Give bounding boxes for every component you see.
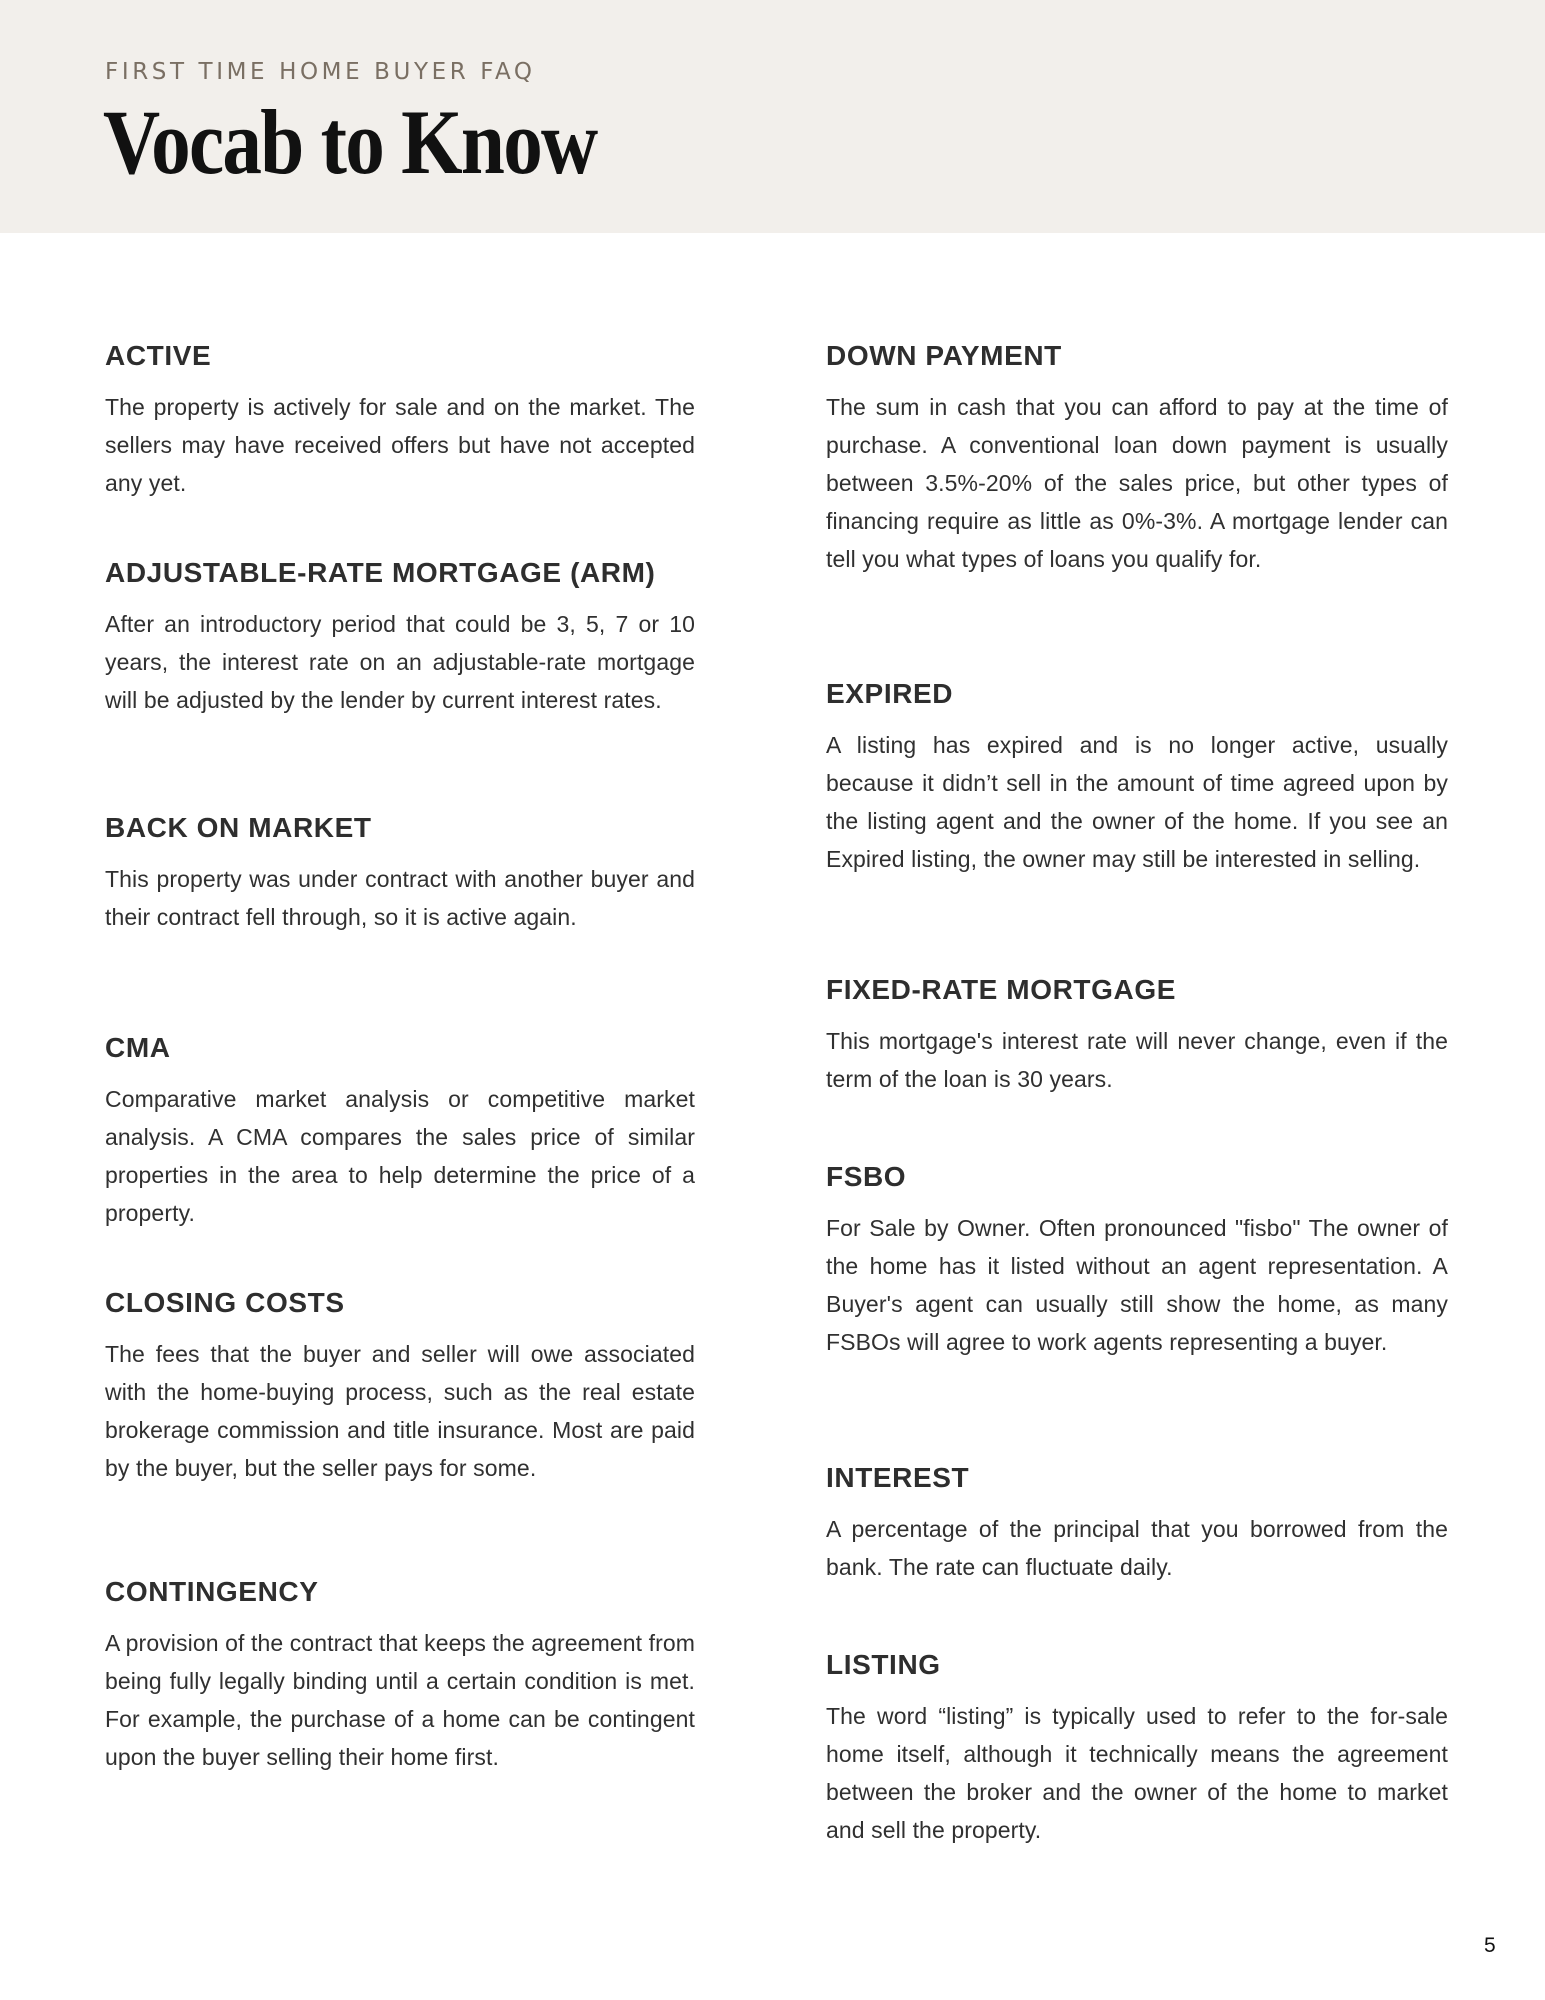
glossary-definition: A percentage of the principal that you borrowed from the bank. The rate can fluctuate daily. — [826, 1516, 1448, 1580]
glossary-entry-fsbo — [826, 1160, 1448, 1361]
glossary-entry-back-on-market — [105, 811, 695, 936]
glossary-term: DOWN PAYMENT — [826, 340, 1062, 371]
glossary-term: CLOSING COSTS — [105, 1287, 345, 1318]
glossary-entry-cma — [105, 1031, 695, 1232]
glossary-definition: The property is actively for sale and on the market. The sellers may have received offers but have not accepted any yet. — [105, 394, 695, 496]
glossary-definition: The sum in cash that you can afford to pay at the time of purchase. A conventional loan down payment is usually between 3.5%-20% of the sales price, but other types of financing require as little as 0%-3%. A mortgage lender can tell you what types of loans you qualify for. — [826, 394, 1448, 572]
glossary-term: FSBO — [826, 1161, 907, 1192]
glossary-entry-contingency — [105, 1575, 695, 1776]
glossary-entry-down-payment — [826, 339, 1448, 578]
glossary-term: INTEREST — [826, 1462, 970, 1493]
glossary-definition: This property was under contract with another buyer and their contract fell through, so it is active again. — [105, 866, 695, 930]
glossary-definition: After an introductory period that could be 3, 5, 7 or 10 years, the interest rate on an adjustable-rate mortgage will be adjusted by the lender by current interest rates. — [105, 611, 695, 713]
glossary-term: BACK ON MARKET — [105, 812, 372, 843]
glossary-definition: Comparative market analysis or competitive market analysis. A CMA compares the sales price of similar properties in the area to help determine the price of a property. — [105, 1086, 695, 1226]
glossary-entry-closing-costs — [105, 1286, 695, 1487]
glossary-definition: A listing has expired and is no longer active, usually because it didn’t sell in the amount of time agreed upon by the listing agent and the owner of the home. If you see an Expired listing, the owner may still be interested in selling. — [826, 732, 1448, 872]
glossary-term: ACTIVE — [105, 340, 212, 371]
page-title: Vocab to Know — [103, 91, 597, 193]
glossary-term: CMA — [105, 1032, 171, 1063]
page-header — [0, 0, 1545, 233]
page-number: 5 — [1484, 1934, 1496, 1957]
glossary-term: ADJUSTABLE-RATE MORTGAGE (ARM) — [105, 557, 656, 588]
header-kicker: FIRST TIME HOME BUYER FAQ — [105, 59, 536, 85]
glossary-entry-arm — [105, 556, 695, 719]
glossary-term: CONTINGENCY — [105, 1576, 319, 1607]
glossary-term: FIXED-RATE MORTGAGE — [826, 974, 1176, 1005]
glossary-term: LISTING — [826, 1649, 941, 1680]
glossary-definition: This mortgage's interest rate will never change, even if the term of the loan is 30 years. — [826, 1028, 1448, 1092]
glossary-definition: A provision of the contract that keeps the agreement from being fully legally binding until a certain condition is met. For example, the purchase of a home can be contingent upon the buyer selling their home first. — [105, 1630, 695, 1770]
glossary-definition: For Sale by Owner. Often pronounced "fisbo" The owner of the home has it listed without an agent representation. A Buyer's agent can usually still show the home, as many FSBOs will agree to work agents representing a buyer. — [826, 1215, 1448, 1355]
glossary-entry-interest — [826, 1461, 1448, 1586]
glossary-definition: The word “listing” is typically used to refer to the for-sale home itself, although it technically means the agreement between the broker and the owner of the home to market and sell the property. — [826, 1703, 1448, 1843]
glossary-term: EXPIRED — [826, 678, 954, 709]
glossary-entry-fixed-rate-mortgage — [826, 973, 1448, 1098]
glossary-entry-active — [105, 339, 695, 502]
glossary-entry-expired — [826, 677, 1448, 878]
glossary-entry-listing — [826, 1648, 1448, 1849]
glossary-definition: The fees that the buyer and seller will owe associated with the home-buying process, such as the real estate brokerage commission and title insurance. Most are paid by the buyer, but the seller pays for some. — [105, 1341, 695, 1481]
